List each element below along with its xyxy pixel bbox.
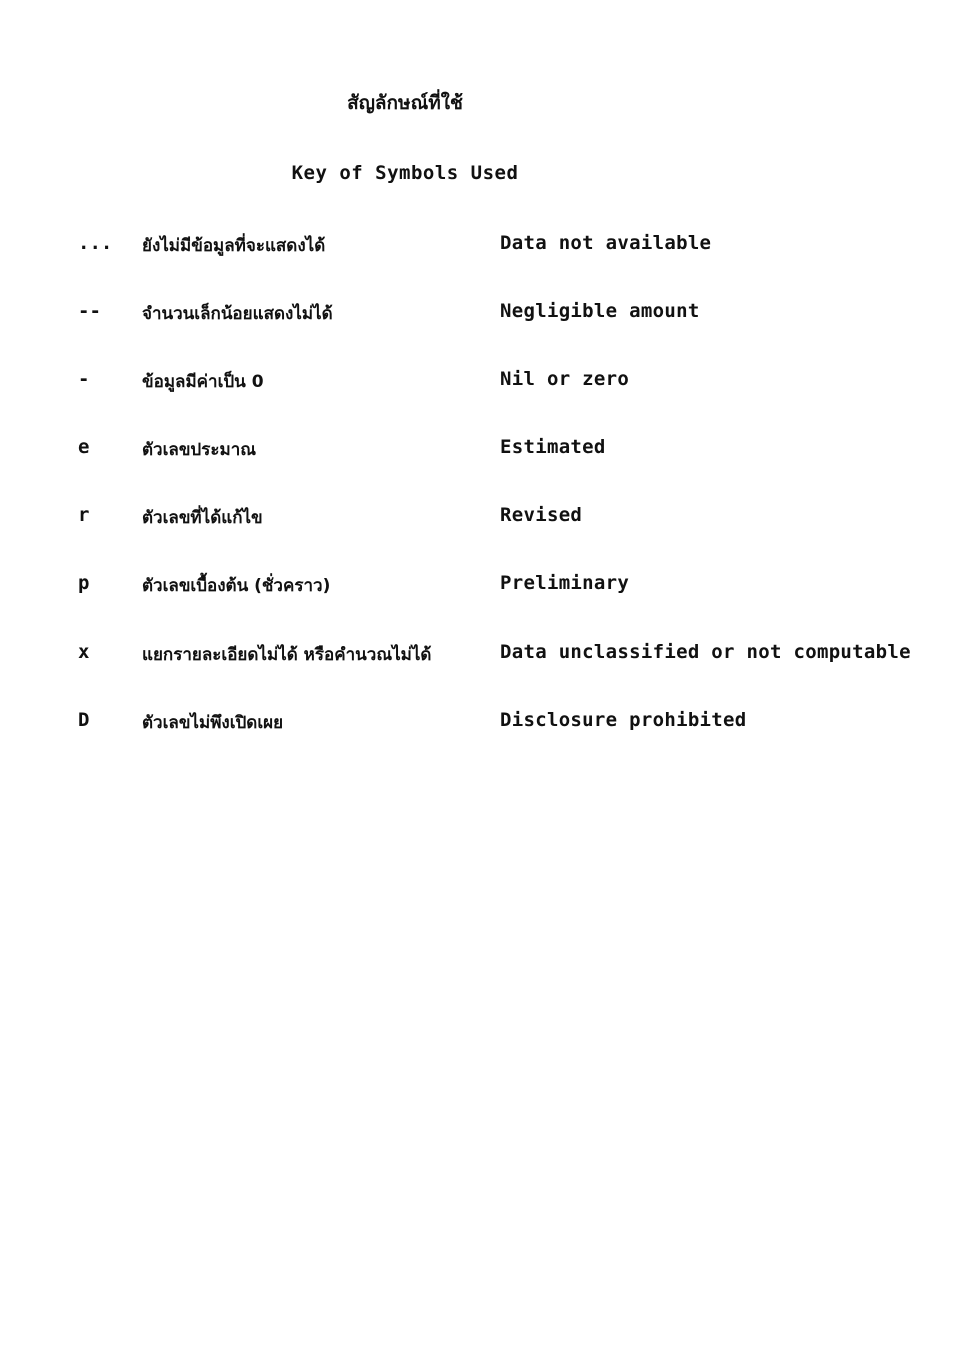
symbol: -- — [78, 300, 101, 322]
english-description: Data unclassified or not computable — [500, 641, 911, 663]
english-description: Revised — [500, 504, 583, 526]
symbol-row — [0, 641, 966, 681]
thai-description: ยังไม่มีข้อมูลที่จะแสดงได้ — [142, 236, 326, 256]
english-description: Nil or zero — [500, 368, 630, 390]
thai-description: ตัวเลขไม่พึงเปิดเผย — [142, 713, 284, 733]
english-description: Negligible amount — [500, 300, 700, 322]
symbol: p — [78, 572, 90, 594]
english-description: Disclosure prohibited — [500, 709, 747, 731]
english-description: Preliminary — [500, 572, 630, 594]
symbol-row — [0, 436, 966, 476]
symbol-row — [0, 709, 966, 749]
thai-description: ตัวเลขที่ได้แก้ไข — [142, 508, 263, 528]
symbol: r — [78, 504, 90, 526]
page-title-english: Key of Symbols Used — [291, 162, 519, 184]
symbol-row — [0, 572, 966, 612]
symbol-row — [0, 300, 966, 340]
symbol: x — [78, 641, 90, 663]
symbol: - — [78, 368, 90, 390]
english-description: Estimated — [500, 436, 606, 458]
symbol-row — [0, 368, 966, 408]
thai-description: แยกรายละเอียดไม่ได้ หรือคำนวณไม่ได้ — [142, 645, 432, 665]
thai-description: ตัวเลขประมาณ — [142, 440, 257, 460]
thai-description: จำนวนเล็กน้อยแสดงไม่ได้ — [142, 304, 333, 324]
english-description: Data not available — [500, 232, 712, 254]
page-title-thai: สัญลักษณ์ที่ใช้ — [347, 92, 463, 114]
symbol-row — [0, 232, 966, 272]
thai-description: ข้อมูลมีค่าเป็น 0 — [142, 372, 264, 392]
thai-description: ตัวเลขเบื้องต้น (ชั่วคราว) — [142, 576, 331, 596]
symbol: e — [78, 436, 90, 458]
symbol-row — [0, 504, 966, 544]
symbol: D — [78, 709, 90, 731]
symbol: ... — [78, 232, 113, 254]
